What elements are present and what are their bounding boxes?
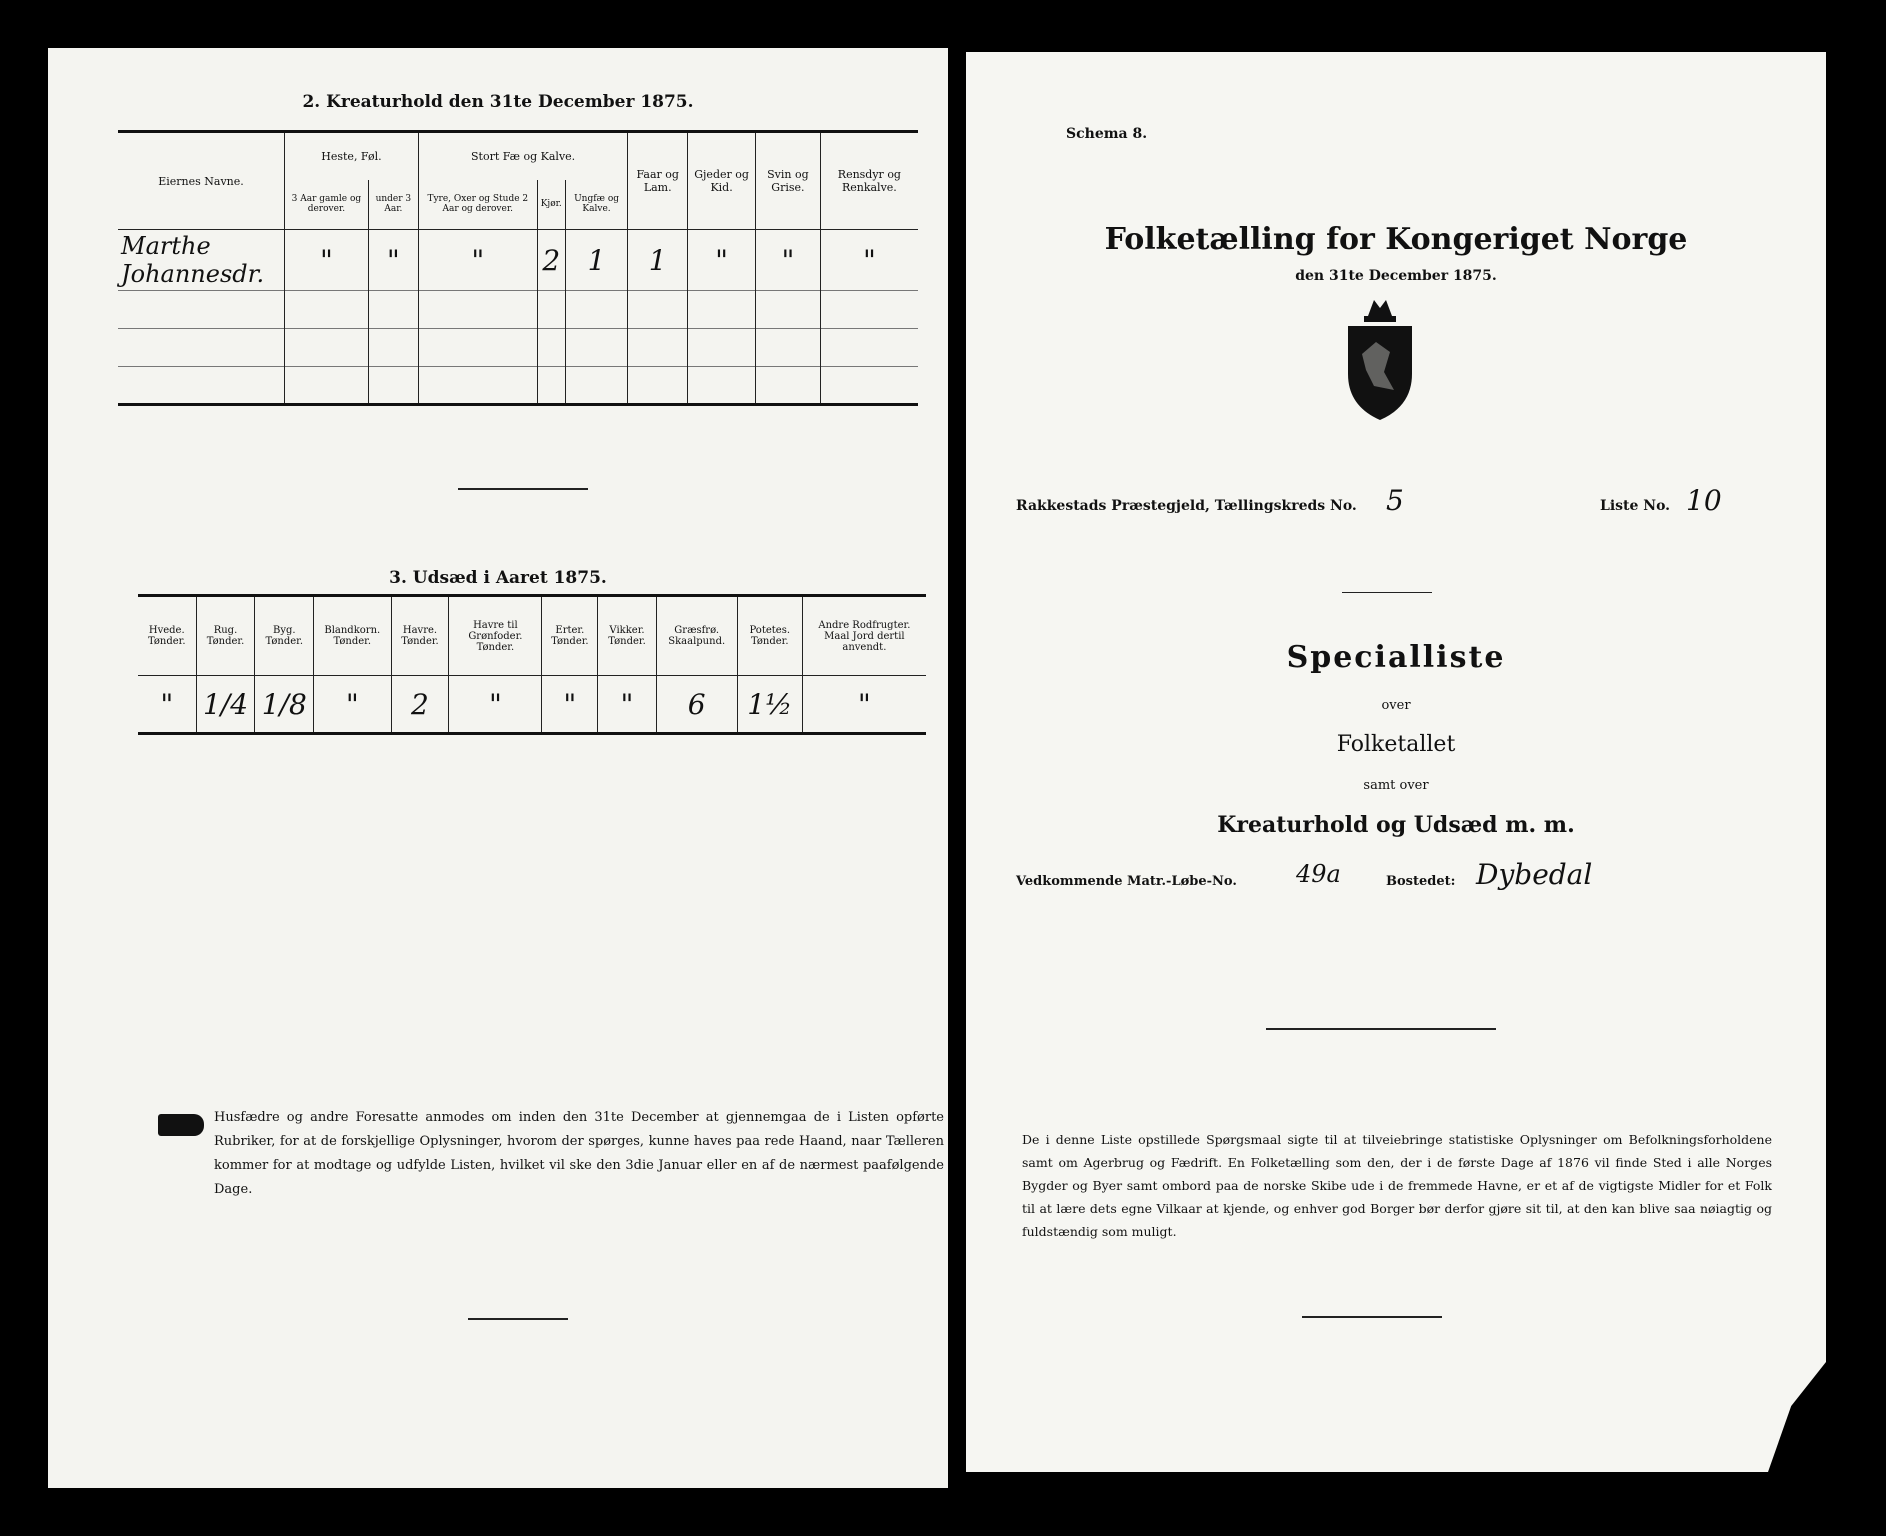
col-sheep: Faar og Lam. <box>628 132 688 230</box>
divider <box>468 1318 568 1320</box>
livestock-value: 1 <box>628 230 688 291</box>
divider <box>1302 1316 1442 1318</box>
bosted-label: Bostedet: <box>1386 874 1456 889</box>
seed-header: Blandkorn. Tønder. <box>314 596 391 676</box>
seed-value: " <box>542 676 598 734</box>
matr-label: Vedkommende Matr.-Løbe-No. <box>1016 874 1237 889</box>
section3-title: 3. Udsæd i Aaret 1875. <box>389 568 607 588</box>
section2-title: 2. Kreaturhold den 31te December 1875. <box>302 92 694 112</box>
kreaturhold-title: Kreaturhold og Udsæd m. m. <box>1217 812 1575 838</box>
col-pigs: Svin og Grise. <box>756 132 821 230</box>
seed-header: Havre. Tønder. <box>391 596 449 676</box>
seed-table <box>138 594 926 735</box>
col-cows: Kjør. <box>537 180 565 230</box>
census-date: den 31te December 1875. <box>1295 268 1497 284</box>
district-number: 5 <box>1386 484 1404 517</box>
divider <box>458 488 588 490</box>
folketallet-title: Folketallet <box>1336 732 1456 757</box>
seed-value: " <box>598 676 656 734</box>
seed-value: 1½ <box>737 676 802 734</box>
col-bulls: Tyre, Oxer og Stude 2 Aar og derover. <box>418 180 537 230</box>
seed-header: Havre til Grønfoder. Tønder. <box>449 596 542 676</box>
list-number: 10 <box>1686 484 1722 517</box>
left-page <box>48 48 948 1488</box>
seed-value: " <box>802 676 926 734</box>
seed-value: 2 <box>391 676 449 734</box>
divider <box>1266 1028 1496 1030</box>
divider <box>1342 592 1432 593</box>
pointing-hand-icon <box>158 1114 204 1136</box>
specialliste-title: Specialliste <box>1286 640 1506 675</box>
livestock-value: " <box>418 230 537 291</box>
seed-value: " <box>449 676 542 734</box>
seed-header: Andre Rodfrugter. Maal Jord dertil anvendt. <box>802 596 926 676</box>
livestock-value: 1 <box>565 230 628 291</box>
seed-value: " <box>314 676 391 734</box>
col-owner-name: Eiernes Navne. <box>118 132 285 230</box>
livestock-table <box>118 130 918 406</box>
livestock-value: " <box>285 230 369 291</box>
page-corner <box>1768 1362 1826 1472</box>
col-horses: Heste, Føl. <box>285 132 419 180</box>
owner-name: Marthe Johannesdr. <box>118 230 285 291</box>
seed-value: " <box>138 676 196 734</box>
seed-value: 1/4 <box>196 676 255 734</box>
seed-header: Græsfrø. Skaalpund. <box>656 596 737 676</box>
livestock-value: " <box>368 230 418 291</box>
list-label: Liste No. <box>1600 498 1671 514</box>
seed-header: Rug. Tønder. <box>196 596 255 676</box>
seed-value: 6 <box>656 676 737 734</box>
instruction-note: Husfædre og andre Foresatte anmodes om inden den 31te December at gjennemgaa de i Listen opførte Rubriker, for at de forskjellige Oplysninger, hvorom der spørges, kunne haves paa rede Haand, naar Tælleren kommer for at modtage og udfylde Listen, hvilket vil ske den 3die Januar eller en af de nærmest paafølgende Dage. <box>214 1110 944 1197</box>
district-label: Rakkestads Præstegjeld, Tællingskreds No. <box>1016 498 1357 514</box>
samt-over-label: samt over <box>1363 778 1429 793</box>
coat-of-arms-icon <box>1340 294 1420 424</box>
right-page <box>966 52 1826 1472</box>
seed-header: Erter. Tønder. <box>542 596 598 676</box>
livestock-value: " <box>688 230 756 291</box>
livestock-value: " <box>756 230 821 291</box>
col-goats: Gjeder og Kid. <box>688 132 756 230</box>
col-young-cattle: Ungfæ og Kalve. <box>565 180 628 230</box>
main-title: Folketælling for Kongeriget Norge <box>1104 222 1688 257</box>
livestock-value: " <box>820 230 918 291</box>
explanatory-paragraph: De i denne Liste opstillede Spørgsmaal sigte til at tilveiebringe statistiske Oplysninger om Befolkningsforholdene samt om Agerbrug og Fædrift. En Folketælling som den, der i de første Dage af 1876 vil finde Sted i alle Norges Bygder og Byer samt ombord paa de norske Skibe ude i de fremmede Havne, er et af de vigtigste Midler for et Folk til at lære dets egne Vilkaar at kjende, og enhver god Borger bør derfor gjøre sit til, at den kan blive saa nøiagtig og fuldstændig som muligt. <box>1022 1132 1772 1239</box>
over-label: over <box>1381 698 1411 713</box>
col-cattle: Stort Fæ og Kalve. <box>418 132 627 180</box>
col-horses-young: under 3 Aar. <box>368 180 418 230</box>
schema-label: Schema 8. <box>1066 126 1148 142</box>
livestock-value: 2 <box>537 230 565 291</box>
seed-value: 1/8 <box>255 676 314 734</box>
seed-header: Potetes. Tønder. <box>737 596 802 676</box>
seed-header: Hvede. Tønder. <box>138 596 196 676</box>
seed-header: Vikker. Tønder. <box>598 596 656 676</box>
bosted-value: Dybedal <box>1476 858 1593 891</box>
col-horses-old: 3 Aar gamle og derover. <box>285 180 369 230</box>
matr-number: 49a <box>1296 860 1341 888</box>
seed-header: Byg. Tønder. <box>255 596 314 676</box>
col-reindeer: Rensdyr og Renkalve. <box>820 132 918 230</box>
